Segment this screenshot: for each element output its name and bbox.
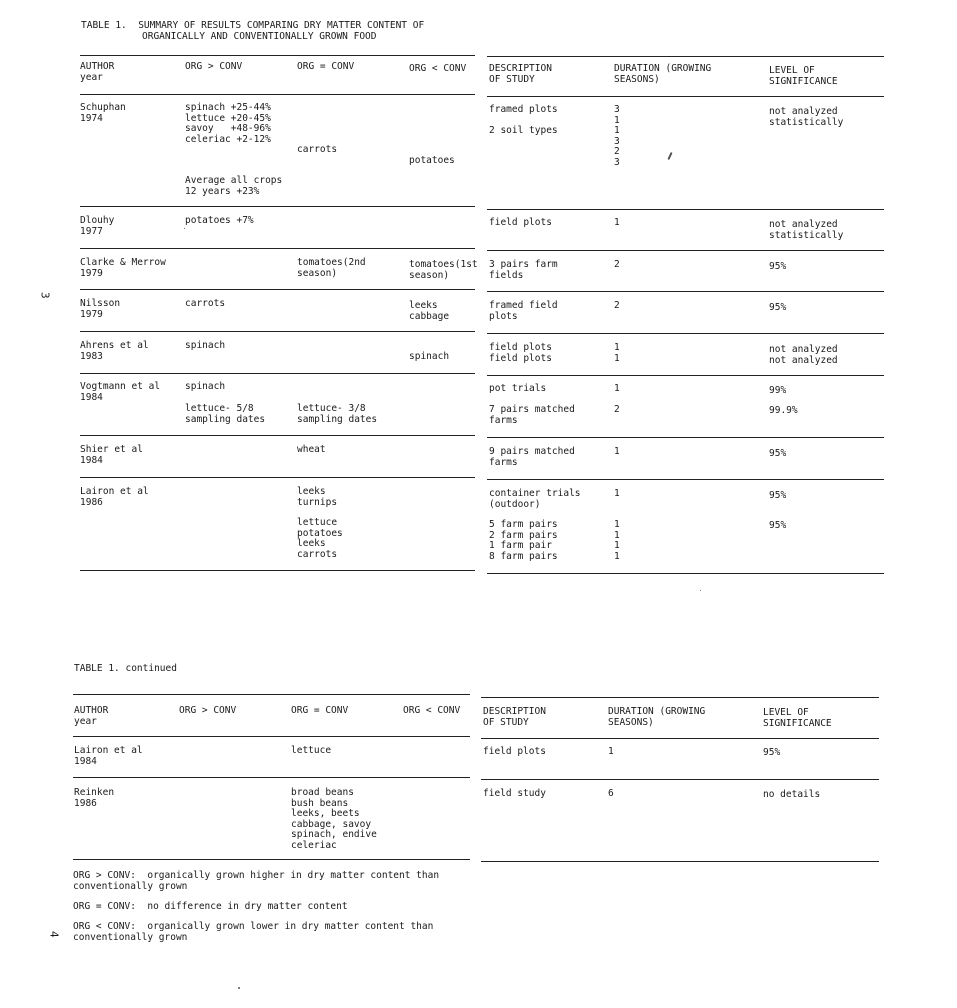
cont-bottom-rule-right (481, 861, 879, 862)
cont-header-significance: LEVEL OF SIGNIFICANCE (763, 707, 832, 729)
cont-row-description: field plots (483, 746, 546, 757)
row-description: framed plots 2 soil types (489, 104, 558, 136)
cont-header-org-gt: ORG > CONV (179, 705, 237, 716)
row-duration: 1 (614, 488, 620, 499)
cont-row-author: Lairon et al 1984 (74, 745, 143, 767)
table1-bottom-rule-right (487, 573, 884, 574)
page-number-3: 3 (38, 291, 52, 299)
cont-row-org-eq: broad beans bush beans leeks, beets cabbage, savoy spinach, endive celeriac (291, 787, 377, 851)
row-duration-2: 1 1 1 1 (614, 519, 620, 562)
header-significance: LEVEL OF SIGNIFICANCE (769, 65, 838, 87)
header-org-lt: ORG < CONV (409, 63, 467, 74)
row-rule-right (487, 479, 884, 480)
table1-bottom-rule-left (80, 570, 475, 571)
row-org-gt: potatoes +7% (185, 215, 254, 226)
row-significance-2: 99.9% (769, 405, 798, 416)
row-org-lt: potatoes (409, 155, 455, 166)
row-org-eq: leeks turnips (297, 486, 338, 508)
table1-continued-title: TABLE 1. continued (74, 663, 177, 674)
scan-speck (700, 590, 701, 591)
table1-title-line2: ORGANICALLY AND CONVENTIONALLY GROWN FOOD (142, 31, 377, 42)
row-rule-right (487, 209, 884, 210)
row-description: field plots (489, 217, 552, 228)
row-rule-left (80, 373, 475, 374)
row-org-eq: carrots (297, 144, 338, 155)
row-author: Lairon et al 1986 (80, 486, 149, 508)
table1-top-rule-left (80, 55, 475, 56)
row-duration: 1 1 (614, 342, 620, 364)
row-author: Vogtmann et al 1984 (80, 381, 161, 403)
cont-top-rule-right (481, 697, 879, 698)
row-significance: 95% (769, 490, 787, 501)
row-significance: 99% (769, 385, 787, 396)
header-org-eq: ORG = CONV (297, 61, 355, 72)
cont-header-description: DESCRIPTION OF STUDY (483, 706, 546, 728)
row-description-2: 7 pairs matched farms (489, 404, 575, 426)
row-org-eq: wheat (297, 444, 326, 455)
row-author: Nilsson 1979 (80, 298, 121, 320)
cont-row-org-eq: lettuce (291, 745, 332, 756)
cont-row-rule-right (481, 779, 879, 780)
row-org-lt: leeks cabbage (409, 300, 450, 322)
row-significance: 95% (769, 302, 787, 313)
row-org-eq-2: lettuce- 3/8 sampling dates (297, 403, 378, 425)
row-rule-right (487, 250, 884, 251)
cont-row-duration: 6 (608, 788, 614, 799)
row-rule-right (487, 437, 884, 438)
cont-header-author: AUTHOR year (74, 705, 109, 727)
row-org-eq-2: lettuce potatoes leeks carrots (297, 517, 343, 560)
row-description: framed field plots (489, 300, 558, 322)
header-rule-left (80, 94, 475, 95)
cont-row-significance: no details (763, 789, 821, 800)
row-rule-left (80, 331, 475, 332)
cont-bottom-rule-left (73, 859, 470, 860)
table1-title-line1: TABLE 1. SUMMARY OF RESULTS COMPARING DRY MATTER CONTENT OF (81, 20, 425, 31)
header-rule-right (487, 96, 884, 97)
row-author: Shier et al 1984 (80, 444, 143, 466)
row-duration: 1 (614, 446, 620, 457)
row-description: 3 pairs farm fields (489, 259, 558, 281)
row-description: pot trials (489, 383, 547, 394)
cont-row-significance: 95% (763, 747, 781, 758)
row-org-eq: tomatoes(2nd season) (297, 257, 366, 279)
row-significance: not analyzed not analyzed (769, 344, 838, 366)
row-description: 9 pairs matched farms (489, 446, 575, 468)
row-description: field plots field plots (489, 342, 552, 364)
row-duration: 3 1 1 3 2 3 (614, 104, 620, 168)
page-number-4: 4 (47, 930, 61, 938)
legend-org-lt: ORG < CONV: organically grown lower in dry matter content than conventionally grown (73, 921, 434, 943)
legend-org-eq: ORG = CONV: no difference in dry matter content (73, 901, 348, 912)
cont-top-rule-left (73, 694, 470, 695)
row-org-gt-average: Average all crops 12 years +23% (185, 175, 283, 197)
row-author: Schuphan 1974 (80, 102, 126, 124)
row-org-gt-2: lettuce- 5/8 sampling dates (185, 403, 266, 425)
row-org-gt: carrots (185, 298, 226, 309)
row-significance: 95% (769, 448, 787, 459)
cont-header-rule-right (481, 738, 879, 739)
row-description-2: 5 farm pairs 2 farm pairs 1 farm pair 8 farm pairs (489, 519, 558, 562)
cont-row-duration: 1 (608, 746, 614, 757)
row-duration-2: 2 (614, 404, 620, 415)
cont-header-org-lt: ORG < CONV (403, 705, 461, 716)
scan-speck (184, 228, 185, 229)
header-duration: DURATION (GROWING SEASONS) (614, 63, 712, 85)
cont-header-rule-left (73, 736, 470, 737)
table1-top-rule-right (487, 56, 884, 57)
row-org-lt: spinach (409, 351, 450, 362)
scan-mark (667, 152, 672, 160)
row-author: Ahrens et al 1983 (80, 340, 149, 362)
row-org-gt: spinach (185, 381, 226, 392)
row-duration: 2 (614, 300, 620, 311)
header-author: AUTHOR year (80, 61, 115, 83)
scan-speck (238, 987, 240, 989)
row-significance: not analyzed statistically (769, 219, 844, 241)
row-rule-left (80, 435, 475, 436)
row-author: Clarke & Merrow 1979 (80, 257, 166, 279)
row-rule-left (80, 477, 475, 478)
row-description: container trials (outdoor) (489, 488, 581, 510)
legend-org-gt: ORG > CONV: organically grown higher in dry matter content than conventionally grown (73, 870, 440, 892)
row-org-lt: tomatoes(1st season) (409, 259, 478, 281)
row-rule-right (487, 333, 884, 334)
header-org-gt: ORG > CONV (185, 61, 243, 72)
header-description: DESCRIPTION OF STUDY (489, 63, 552, 85)
row-org-gt: spinach (185, 340, 226, 351)
row-rule-left (80, 248, 475, 249)
row-author: Dlouhy 1977 (80, 215, 115, 237)
cont-row-description: field study (483, 788, 546, 799)
row-duration: 1 (614, 217, 620, 228)
cont-header-duration: DURATION (GROWING SEASONS) (608, 706, 706, 728)
row-rule-right (487, 291, 884, 292)
row-rule-left (80, 206, 475, 207)
row-org-gt: spinach +25-44% lettuce +20-45% savoy +48-96% celeriac +2-12% (185, 102, 271, 145)
row-rule-right (487, 375, 884, 376)
cont-row-author: Reinken 1986 (74, 787, 115, 809)
row-significance: 95% (769, 261, 787, 272)
row-rule-left (80, 289, 475, 290)
row-significance-2: 95% (769, 520, 787, 531)
cont-header-org-eq: ORG = CONV (291, 705, 349, 716)
row-duration: 2 (614, 259, 620, 270)
cont-row-rule-left (73, 777, 470, 778)
row-significance: not analyzed statistically (769, 106, 844, 128)
row-duration: 1 (614, 383, 620, 394)
